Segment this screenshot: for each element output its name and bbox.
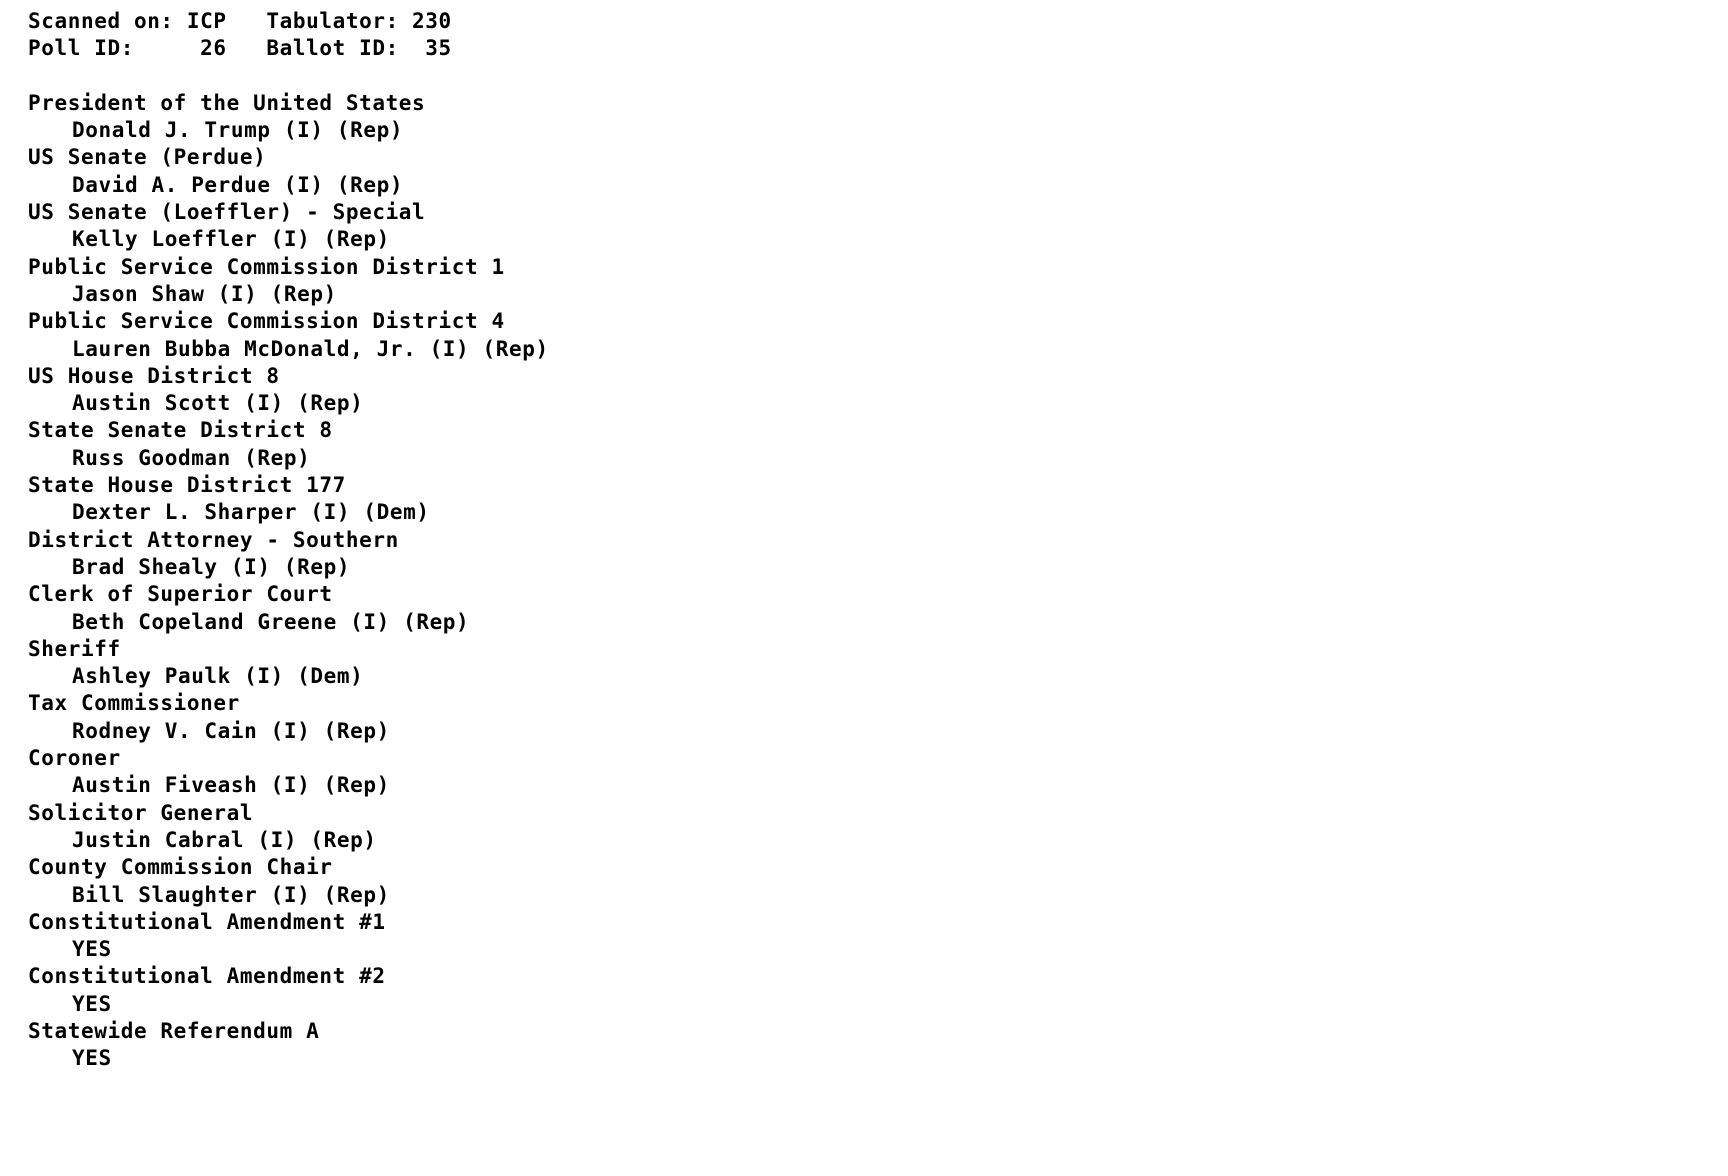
- contest-choice: Ashley Paulk (I) (Dem): [72, 664, 364, 689]
- contest-choice: YES: [72, 991, 112, 1016]
- contest-title: Clerk of Superior Court: [28, 582, 333, 607]
- contest-choice: Kelly Loeffler (I) (Rep): [72, 227, 390, 252]
- contest-title: US House District 8: [28, 363, 280, 388]
- contest-title: Statewide Referendum A: [28, 1018, 320, 1043]
- contest-list: [28, 90, 1728, 1073]
- contest-title: Constitutional Amendment #2: [28, 964, 386, 989]
- contest-choice: Justin Cabral (I) (Rep): [72, 827, 377, 852]
- spacer: [28, 63, 1728, 90]
- contest-choice: Beth Copeland Greene (I) (Rep): [72, 609, 470, 634]
- contest-title: Public Service Commission District 4: [28, 309, 505, 334]
- contest-choice: Russ Goodman (Rep): [72, 445, 311, 470]
- contest-choice: Bill Slaughter (I) (Rep): [72, 882, 390, 907]
- contest-title: Constitutional Amendment #1: [28, 909, 386, 934]
- contest-choice: Austin Fiveash (I) (Rep): [72, 773, 390, 798]
- contest-title: Tax Commissioner: [28, 691, 240, 716]
- contest-choice: Rodney V. Cain (I) (Rep): [72, 718, 390, 743]
- contest-title: Solicitor General: [28, 800, 254, 825]
- contest-title: US Senate (Loeffler) - Special: [28, 200, 426, 225]
- scan-header-line-2: Poll ID: 26 Ballot ID: 35: [28, 36, 452, 61]
- contest-choice: Lauren Bubba McDonald, Jr. (I) (Rep): [72, 336, 549, 361]
- scan-header-line-1: Scanned on: ICP Tabulator: 230: [28, 9, 452, 33]
- contest-choice: Jason Shaw (I) (Rep): [72, 281, 337, 306]
- contest-choice: Donald J. Trump (I) (Rep): [72, 118, 404, 143]
- contest-choice: YES: [72, 937, 112, 962]
- contest-choice: Austin Scott (I) (Rep): [72, 391, 364, 416]
- contest-choice: David A. Perdue (I) (Rep): [72, 172, 404, 197]
- contest-title: State Senate District 8: [28, 418, 333, 443]
- contest-title: Public Service Commission District 1: [28, 254, 505, 279]
- contest-choice: Dexter L. Sharper (I) (Dem): [72, 500, 430, 525]
- contest-title: Coroner: [28, 746, 121, 771]
- contest-title: President of the United States: [28, 90, 426, 115]
- contest-title: State House District 177: [28, 473, 346, 498]
- contest-choice: YES: [72, 1046, 112, 1071]
- contest-choice: Brad Shealy (I) (Rep): [72, 554, 351, 579]
- contest-title: Sheriff: [28, 636, 121, 661]
- contest-title: US Senate (Perdue): [28, 145, 267, 170]
- scan-header: [28, 8, 1728, 63]
- contest-title: County Commission Chair: [28, 855, 333, 880]
- contest-title: District Attorney - Southern: [28, 527, 399, 552]
